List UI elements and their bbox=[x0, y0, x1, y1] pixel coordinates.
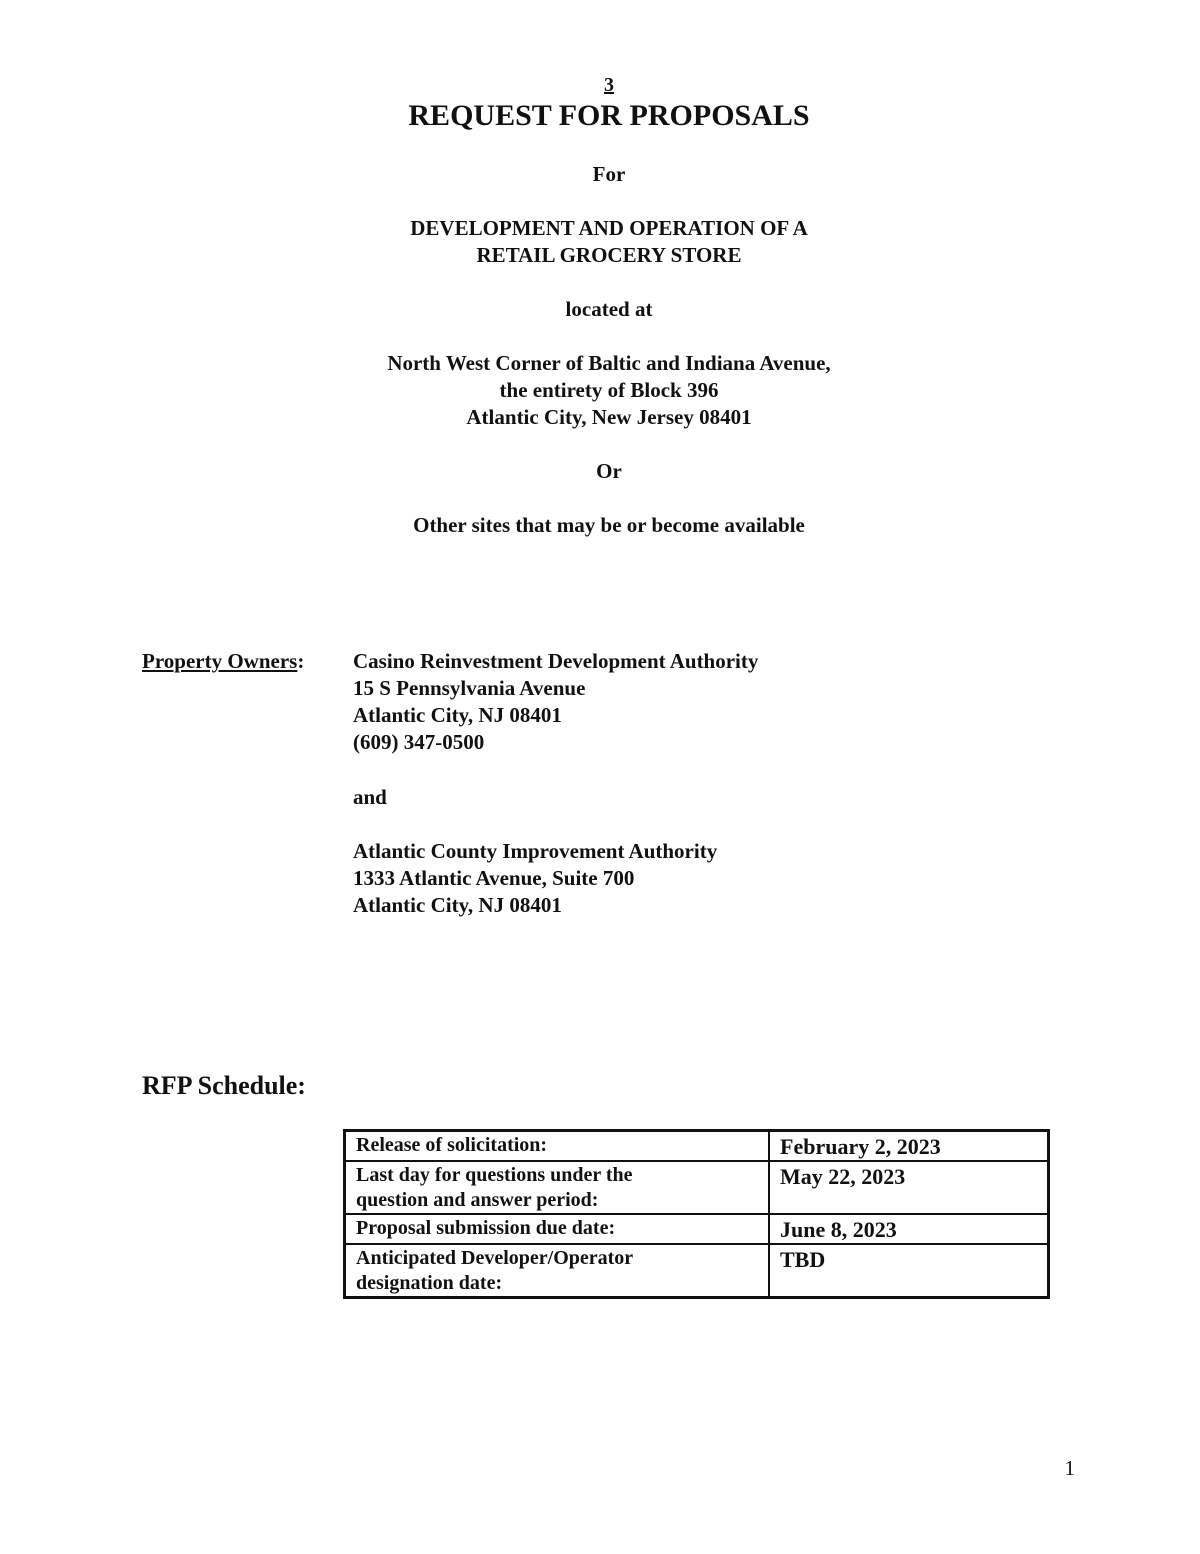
schedule-label-cell bbox=[345, 1161, 770, 1214]
table-row bbox=[345, 1244, 1049, 1298]
schedule-label-cell bbox=[345, 1131, 770, 1162]
or-text: Or bbox=[596, 459, 622, 483]
owner-2-city: Atlantic City, NJ 08401 bbox=[353, 893, 562, 917]
address-line-1: North West Corner of Baltic and Indiana Avenue, bbox=[387, 351, 831, 375]
schedule-label: Release of solicitation: bbox=[356, 1134, 548, 1156]
page-number: 1 bbox=[1064, 1456, 1075, 1480]
table-row bbox=[345, 1161, 1049, 1214]
owner-2-name: Atlantic County Improvement Authority bbox=[353, 839, 718, 863]
property-owners-label bbox=[142, 648, 304, 675]
schedule-date-cell: May 22, 2023 bbox=[769, 1161, 1049, 1214]
other-sites-text: Other sites that may be or become available bbox=[413, 513, 805, 537]
address-line-2: the entirety of Block 396 bbox=[499, 378, 719, 402]
schedule-label-line-2: question and answer period: bbox=[356, 1189, 599, 1211]
owner-2-block bbox=[353, 838, 717, 919]
subject-line-1: DEVELOPMENT AND OPERATION OF A bbox=[410, 216, 808, 240]
schedule-label-line-1: Last day for questions under the bbox=[356, 1164, 633, 1186]
schedule-date-cell: TBD bbox=[769, 1244, 1049, 1298]
property-owners-label-colon: : bbox=[297, 649, 305, 673]
subject-line-2: RETAIL GROCERY STORE bbox=[476, 243, 742, 267]
schedule-label-cell bbox=[345, 1214, 770, 1244]
schedule-label-line-1: Anticipated Developer/Operator bbox=[356, 1247, 634, 1269]
owner-1-street: 15 S Pennsylvania Avenue bbox=[353, 676, 586, 700]
page-mark: 3 bbox=[604, 74, 614, 96]
document-title: REQUEST FOR PROPOSALS bbox=[408, 99, 810, 132]
owner-1-city: Atlantic City, NJ 08401 bbox=[353, 703, 562, 727]
for-text: For bbox=[592, 162, 626, 186]
owner-1-block bbox=[353, 648, 758, 756]
schedule-label-cell bbox=[345, 1244, 770, 1298]
property-owners-label-text: Property Owners bbox=[142, 649, 298, 673]
owner-1-phone: (609) 347-0500 bbox=[353, 730, 485, 754]
rfp-schedule-table bbox=[343, 1129, 1050, 1299]
owner-2-street: 1333 Atlantic Avenue, Suite 700 bbox=[353, 866, 635, 890]
schedule-label: Proposal submission due date: bbox=[356, 1217, 616, 1239]
schedule-date-cell: February 2, 2023 bbox=[769, 1131, 1049, 1162]
owners-and-text: and bbox=[353, 785, 387, 809]
address-line-3: Atlantic City, New Jersey 08401 bbox=[466, 405, 752, 429]
owner-1-name: Casino Reinvestment Development Authority bbox=[353, 649, 759, 673]
schedule-date-cell: June 8, 2023 bbox=[769, 1214, 1049, 1244]
rfp-schedule-heading: RFP Schedule: bbox=[142, 1071, 306, 1100]
schedule-label-line-2: designation date: bbox=[356, 1272, 503, 1294]
table-row bbox=[345, 1214, 1049, 1244]
table-row bbox=[345, 1131, 1049, 1162]
located-at-text: located at bbox=[565, 297, 653, 321]
